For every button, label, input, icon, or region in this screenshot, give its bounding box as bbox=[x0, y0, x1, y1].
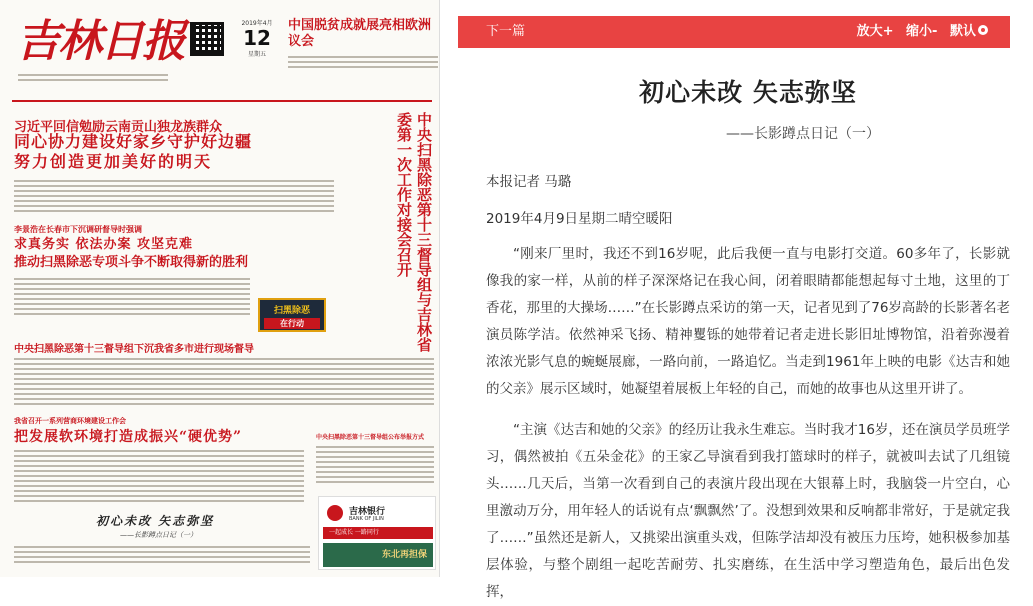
issue-date bbox=[234, 18, 280, 90]
lead-title-line-1: 同心协力建设好家乡守护好边疆 bbox=[14, 132, 253, 151]
newspaper-logo: 吉林日报 bbox=[16, 16, 184, 67]
zoom-in-button[interactable]: 放大+ bbox=[856, 24, 894, 39]
article-paragraph: “刚来厂里时，我还不到16岁呢，此后我便一直与电影打交道。60多年了，长影就像我的家一样，从前的样子深深烙记在我心间，闭着眼睛都能想起每寸土地，这里的丁香花，那里的大操场……”在长影蹲点采访的第一天，记者见到了76岁高龄的长影著名老演员陈学洁。依然神采飞扬、精神矍铄的她带着记者走进长影旧址博物馆，沿着弥漫着浓浓光影气息的蜿蜒展廊，一路向前，一路追忆。当走到1961年上映的电影《达吉和她的父亲》展示区域时，她凝望着展板上年轻的自己，而她的故事也从这里开讲了。 bbox=[486, 246, 1010, 397]
mid-title-line-1: 求真务实 依法办案 攻坚克难 bbox=[14, 237, 194, 252]
diary-headline: 初心未改 矢志弥坚 bbox=[96, 514, 215, 528]
top-headline-block bbox=[288, 18, 438, 71]
low-kicker: 我省召开一系列营商环境建设工作会 bbox=[14, 416, 126, 425]
guarantee-ad: 东北再担保 bbox=[323, 543, 433, 567]
side-body-text bbox=[316, 446, 434, 486]
next-article-link[interactable]: 下一篇 bbox=[486, 24, 526, 39]
mid-body-text bbox=[14, 278, 250, 318]
reset-circle-icon bbox=[978, 25, 988, 35]
badge-bottom-text: 在行动 bbox=[264, 318, 320, 329]
masthead-meta bbox=[18, 74, 168, 84]
article-byline: 本报记者 马璐 bbox=[486, 174, 572, 190]
issue-year-month: 2019年4月 bbox=[241, 20, 273, 27]
issue-weekday: 星期五 bbox=[247, 51, 266, 58]
badge-top-text: 扫黑除恶 bbox=[273, 306, 310, 316]
bank-advertisement bbox=[318, 496, 436, 570]
vertical-headline: 中央扫黑除恶第十三督导组与吉林省委第一次工作对接会召开 bbox=[395, 112, 433, 352]
diary-subheadline: ——长影蹲点日记（一） bbox=[120, 531, 197, 539]
article-dateline: 2019年4月9日星期二晴空暖阳 bbox=[486, 211, 673, 227]
font-size-controls bbox=[849, 16, 988, 48]
mini-headline: 中央扫黑除恶第十三督导组公布举报方式 bbox=[316, 434, 425, 441]
masthead bbox=[12, 12, 432, 102]
campaign-badge bbox=[258, 298, 326, 332]
article-toolbar bbox=[458, 16, 1010, 48]
issue-day: 12 bbox=[243, 26, 271, 50]
mid-title-line-2: 推动扫黑除恶专项斗争不断取得新的胜利 bbox=[14, 255, 249, 270]
zoom-out-button[interactable]: 缩小- bbox=[906, 24, 938, 39]
section-body-text bbox=[14, 358, 434, 408]
bank-name-en: BANK OF JILIN bbox=[349, 516, 384, 522]
mid-kicker: 李景浩在长春市下沉调研督导时强调 bbox=[14, 224, 142, 234]
reset-size-button[interactable] bbox=[950, 24, 988, 39]
lead-title-line-2: 努力创造更加美好的明天 bbox=[14, 152, 213, 171]
lead-kicker: 习近平回信勉励云南贡山独龙族群众 bbox=[14, 120, 223, 135]
newspaper-page-image[interactable] bbox=[0, 0, 440, 577]
section-title: 中央扫黑除恶第十三督导组下沉我省多市进行现场督导 bbox=[14, 344, 254, 355]
reset-label: 默认 bbox=[949, 24, 976, 39]
article-paragraph: “主演《达吉和她的父亲》的经历让我永生难忘。当时我才16岁，还在演员学员班学习，偶然被拍《五朵金花》的王家乙导演看到我打篮球时的样子，就被叫去试了几组镜头……几天后，当第一次看到自己的表演片段出现在大银幕上时，我脑袋一片空白，心里激动万分，用年轻人的话说有点‘飘飘然’了。没想到效果和反响都非常好，于是就定我了……”虽然还是新人，又挑梁出演重头戏，但陈学洁却没有被压力压垮，她积极参加基层体验，与整个剧组一起吃苦耐劳、扎实磨练，在生活中学习塑造角色，最后出色发挥， bbox=[486, 422, 1010, 600]
low-body-text bbox=[14, 450, 304, 505]
qr-code-icon bbox=[190, 22, 224, 56]
article-content bbox=[486, 56, 1010, 606]
bank-name: 吉林银行 bbox=[349, 507, 386, 517]
article-subtitle: ——长影蹲点日记（一） bbox=[726, 126, 880, 142]
low-title: 把发展软环境打造成振兴“硬优势” bbox=[14, 429, 243, 445]
diary-body-text bbox=[14, 546, 310, 566]
lead-body-text bbox=[14, 180, 334, 215]
article-title: 初心未改 矢志弥坚 bbox=[639, 78, 857, 107]
bank-slogan: 一起成长 一路同行 bbox=[323, 527, 433, 539]
top-headline: 中国脱贫成就展亮相欧洲议会 bbox=[288, 18, 432, 49]
bank-logo-icon bbox=[327, 505, 343, 521]
